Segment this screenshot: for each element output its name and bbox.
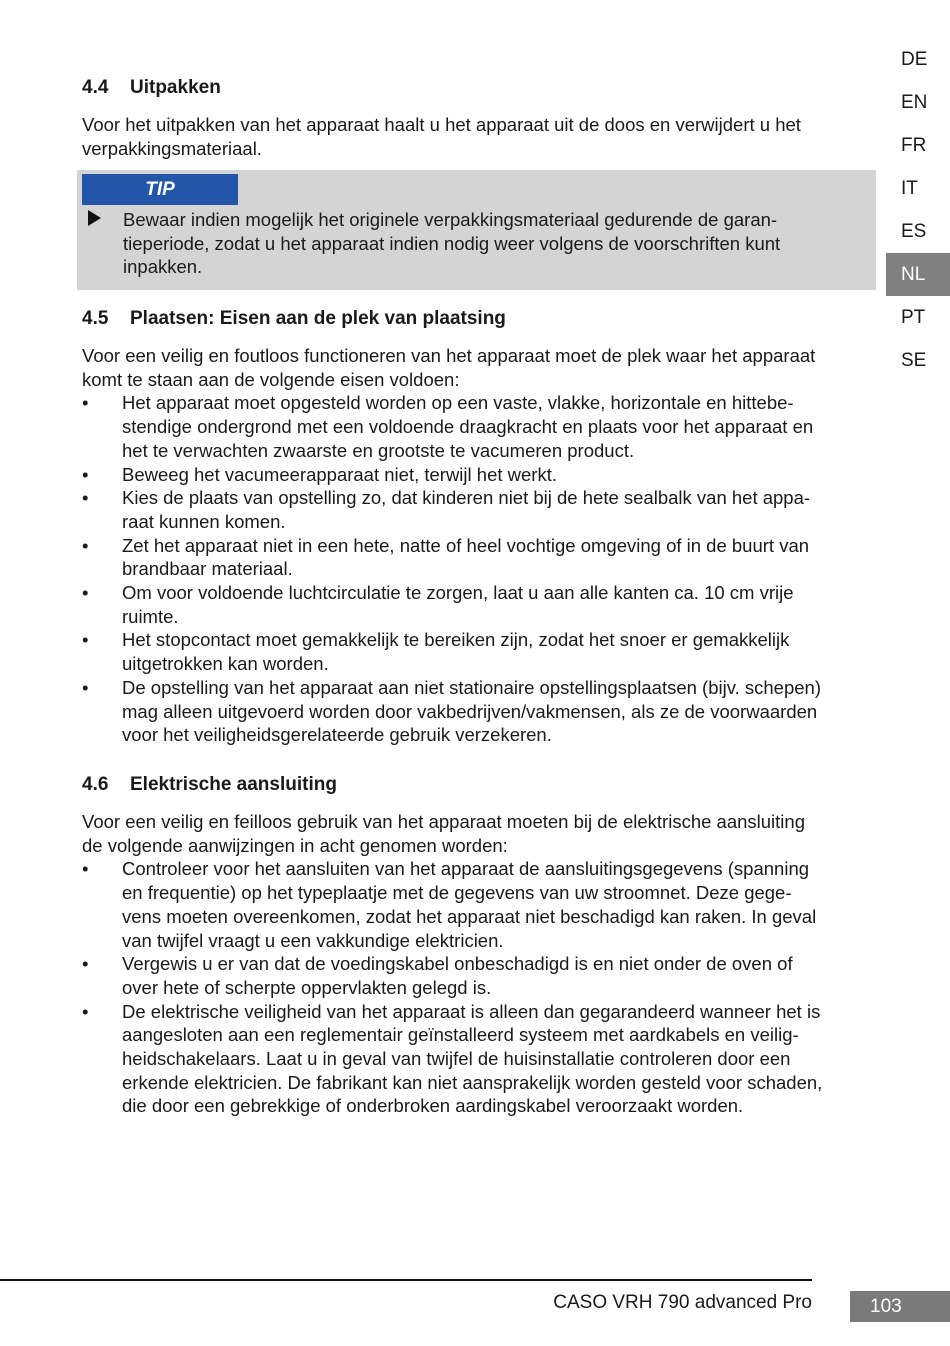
text-line: Controleer voor het aansluiten van het apparaat de aansluitingsgegevens (spanning: [122, 858, 810, 880]
text-line: tieperiode, zodat u het apparaat indien nodig weer volgens de voorschriften kunt: [123, 232, 781, 254]
text-line: verpakkingsmateriaal.: [82, 137, 262, 159]
bullet-icon: •: [82, 629, 89, 651]
language-tab-se[interactable]: SE: [901, 350, 927, 371]
section-body-4-6: [82, 810, 822, 1118]
text-line: mag alleen uitgevoerd worden door vakbedrijven/vakmensen, als ze de voorwaarden: [122, 700, 818, 722]
bullet-icon: •: [82, 676, 89, 698]
list-item: [82, 857, 822, 952]
text-line: Vergewis u er van dat de voedingskabel onbeschadigd is en niet onder de oven of: [122, 953, 793, 975]
text-line: komt te staan aan de volgende eisen voldoen:: [82, 368, 460, 390]
text-line: Kies de plaats van opstelling zo, dat kinderen niet bij de hete sealbalk van het appa-: [122, 487, 811, 509]
section-heading-4-5: 4.5 Plaatsen: Eisen aan de plek van plaatsing: [82, 308, 506, 329]
language-tab-en[interactable]: EN: [901, 92, 928, 113]
language-tab-fr[interactable]: FR: [901, 135, 927, 156]
text-line: van twijfel vraagt u een vakkundige elektricien.: [122, 929, 504, 951]
text-line: die door een gebrekkige of onderbroken aardingskabel veroorzaakt worden.: [122, 1095, 744, 1117]
language-tab-es[interactable]: ES: [901, 221, 927, 242]
list-item: [82, 391, 821, 462]
list-item: [82, 581, 821, 628]
text-line: Om voor voldoende luchtcirculatie te zorgen, laat u aan alle kanten ca. 10 cm vrije: [122, 582, 794, 604]
text-line: Zet het apparaat niet in een hete, natte of heel vochtige omgeving of in de buurt van: [122, 534, 810, 556]
language-tab-it[interactable]: IT: [901, 178, 918, 199]
bullet-icon: •: [82, 392, 89, 414]
bullet-icon: •: [82, 487, 89, 509]
text-line: Voor een veilig en feilloos gebruik van het apparaat moeten bij de elektrische aansluiting: [82, 811, 805, 832]
text-line: Bewaar indien mogelijk het originele verpakkingsmateriaal gedurende de garan-: [123, 209, 778, 230]
tip-label: TIP: [82, 174, 238, 205]
bullet-icon: •: [82, 463, 89, 485]
text-line: vens moeten overeenkomen, zodat het apparaat niet beschadigd kan raken. In geval: [122, 905, 817, 927]
text-line: De opstelling van het apparaat aan niet stationaire opstellingsplaatsen (bijv. schepen): [122, 676, 821, 698]
list-item: [82, 1000, 822, 1119]
section-heading-4-4: 4.4 Uitpakken: [82, 77, 221, 98]
text-line: het te verwachten zwaarste en grootste te vacumeren product.: [122, 439, 635, 461]
bullet-icon: •: [82, 534, 89, 556]
list-item: [82, 534, 821, 581]
text-line: de volgende aanwijzingen in acht genomen worden:: [82, 834, 508, 856]
text-line: voor het veiligheidsgerelateerde gebruik verzekeren.: [122, 724, 552, 746]
list-item: [82, 628, 821, 675]
bullet-icon: •: [82, 953, 89, 975]
language-tab-de[interactable]: DE: [901, 49, 928, 70]
language-tab-pt[interactable]: PT: [901, 307, 926, 328]
text-line: Het apparaat moet opgesteld worden op een vaste, vlakke, horizontale en hittebe-: [122, 392, 794, 414]
arrow-right-icon: [88, 210, 101, 226]
section-heading-4-6: 4.6 Elektrische aansluiting: [82, 774, 337, 795]
text-line: inpakken.: [123, 256, 203, 278]
text-line: ruimte.: [122, 605, 179, 627]
list-item: [82, 463, 821, 487]
text-line: Het stopcontact moet gemakkelijk te bereiken zijn, zodat het snoer er gemakkelijk: [122, 629, 790, 651]
text-line: raat kunnen komen.: [122, 510, 286, 532]
tip-box: [77, 170, 876, 290]
footer-product-name: CASO VRH 790 advanced Pro: [553, 1292, 812, 1313]
bullet-icon: •: [82, 858, 89, 880]
text-line: uitgetrokken kan worden.: [122, 653, 329, 675]
language-tab-nl[interactable]: NL: [886, 253, 950, 296]
list-item: [82, 952, 822, 999]
text-line: heidschakelaars. Laat u in geval van twijfel de huisinstallatie controleren door een: [122, 1048, 791, 1070]
text-line: De elektrische veiligheid van het apparaat is alleen dan gegarandeerd wanneer het is: [122, 1000, 821, 1022]
text-line: over hete of scherpte oppervlakten gelegd is.: [122, 976, 492, 998]
text-line: en frequentie) op het typeplaatje met de gegevens van uw stroomnet. Deze gege-: [122, 882, 792, 904]
text-line: Beweeg het vacumeerapparaat niet, terwijl het werkt.: [122, 463, 557, 485]
text-line: brandbaar materiaal.: [122, 558, 293, 580]
text-line: stendige ondergrond met een voldoende draagkracht en plaats voor het apparaat en: [122, 416, 814, 438]
text-line: Voor een veilig en foutloos functioneren van het apparaat moet de plek waar het apparaat: [82, 345, 816, 366]
paragraph-unpacking: [82, 113, 801, 160]
tip-text: [123, 208, 780, 279]
list-item: [82, 486, 821, 533]
page-number: 103: [850, 1291, 950, 1322]
text-line: aangesloten aan een reglementair geïnstalleerd systeem met aardkabels en veilig-: [122, 1024, 799, 1046]
bullet-icon: •: [82, 1000, 89, 1022]
list-item: [82, 676, 821, 747]
section-body-4-5: [82, 344, 821, 747]
bullet-icon: •: [82, 582, 89, 604]
footer-divider: [0, 1279, 812, 1281]
text-line: erkende elektricien. De fabrikant kan niet aansprakelijk worden gesteld voor schaden,: [122, 1071, 823, 1093]
text-line: Voor het uitpakken van het apparaat haalt u het apparaat uit de doos en verwijdert u het: [82, 114, 801, 135]
